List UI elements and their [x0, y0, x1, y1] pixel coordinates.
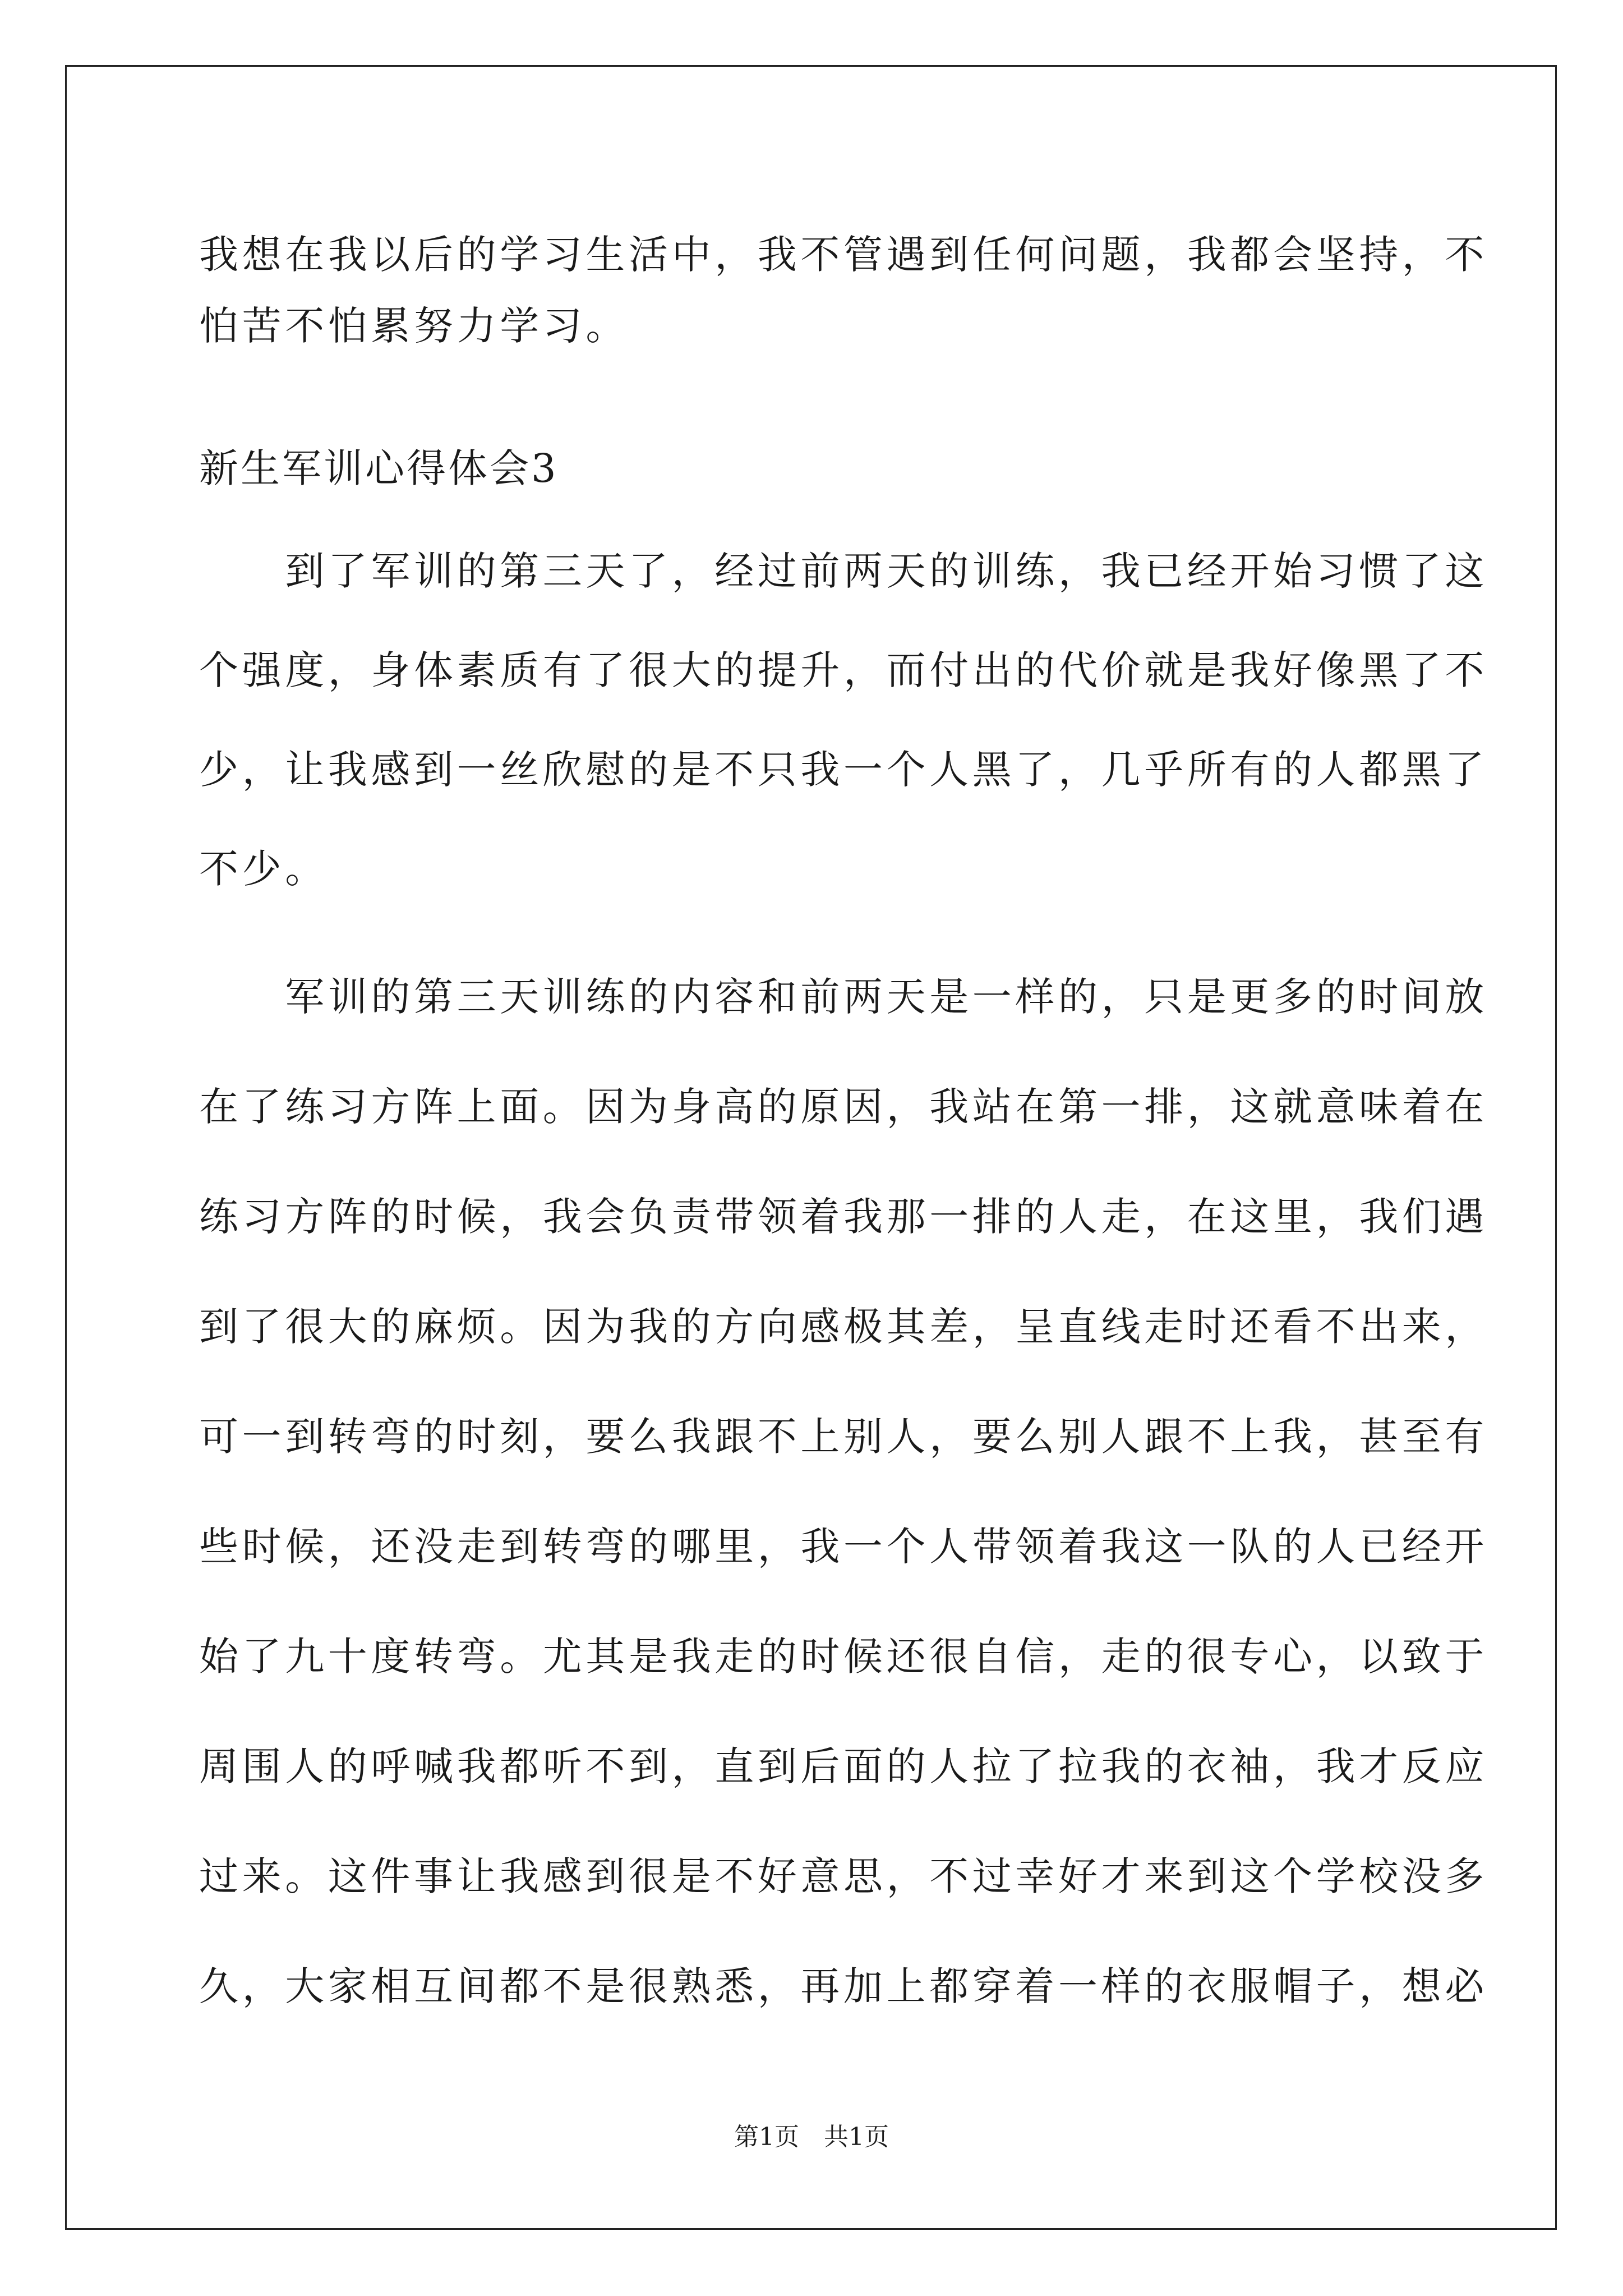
body-text-line: 我想在我以后的学习生活中，我不管遇到任何问题，我都会坚持，不	[199, 232, 1488, 278]
body-text-line: 在了练习方阵上面。因为身高的原因，我站在第一排，这就意味着在	[199, 1084, 1488, 1130]
body-text-line: 到了很大的麻烦。因为我的方向感极其差，呈直线走时还看不出来，	[199, 1304, 1488, 1350]
body-text-line: 到了军训的第三天了，经过前两天的训练，我已经开始习惯了这	[199, 548, 1488, 594]
page-number-footer: 第1页 共1页	[734, 2123, 889, 2151]
page-border	[65, 65, 1557, 2230]
body-text-line: 些时候，还没走到转弯的哪里，我一个人带领着我这一队的人已经开	[199, 1524, 1488, 1570]
section-heading: 新生军训心得体会3	[199, 445, 559, 491]
body-text-line: 军训的第三天训练的内容和前两天是一样的，只是更多的时间放	[199, 974, 1488, 1020]
body-text-line: 周围人的呼喊我都听不到，直到后面的人拉了拉我的衣袖，我才反应	[199, 1743, 1488, 1789]
body-text-line: 少，让我感到一丝欣慰的是不只我一个人黑了，几乎所有的人都黑了	[199, 747, 1488, 793]
body-text-line: 不少。	[199, 846, 328, 892]
body-text-line: 练习方阵的时候，我会负责带领着我那一排的人走，在这里，我们遇	[199, 1194, 1488, 1240]
body-text-line: 个强度，身体素质有了很大的提升，而付出的代价就是我好像黑了不	[199, 647, 1488, 693]
body-text-line: 过来。这件事让我感到很是不好意思，不过幸好才来到这个学校没多	[199, 1853, 1488, 1899]
body-text-line: 可一到转弯的时刻，要么我跟不上别人，要么别人跟不上我，甚至有	[199, 1414, 1488, 1460]
body-text-line: 怕苦不怕累努力学习。	[199, 303, 629, 349]
body-text-line: 久，大家相互间都不是很熟悉，再加上都穿着一样的衣服帽子，想必	[199, 1963, 1488, 2009]
body-text-line: 始了九十度转弯。尤其是我走的时候还很自信，走的很专心，以致于	[199, 1634, 1488, 1680]
